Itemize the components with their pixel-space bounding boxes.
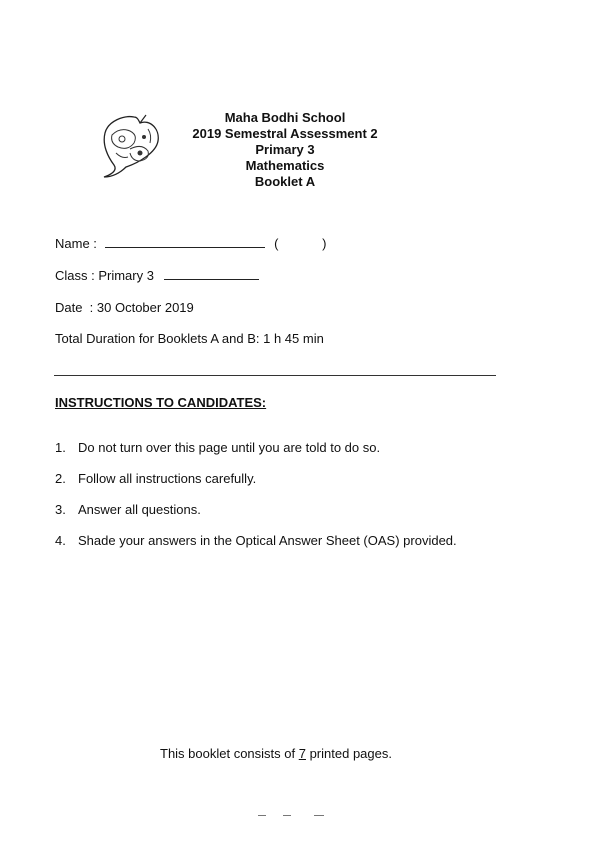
- scan-mark: [258, 815, 266, 816]
- page-count-note: [0, 746, 552, 761]
- instruction-text: Answer all questions.: [78, 502, 201, 517]
- duration-field: Total Duration for Booklets A and B: 1 h 45 min: [55, 331, 324, 346]
- instruction-text: Follow all instructions carefully.: [78, 471, 257, 486]
- name-field: [55, 236, 326, 251]
- school-name: Maha Bodhi School: [224, 110, 346, 125]
- instruction-item: [55, 502, 457, 533]
- instruction-item: [55, 471, 457, 502]
- footer-prefix: This booklet consists of: [160, 746, 299, 761]
- instruction-text: Shade your answers in the Optical Answer Sheet (OAS) provided.: [78, 533, 457, 548]
- instruction-item: [55, 440, 457, 471]
- exam-title: 2019 Semestral Assessment 2: [192, 126, 378, 141]
- instruction-number: 2.: [55, 471, 66, 486]
- document-header: [170, 110, 400, 190]
- index-paren-open: (: [274, 236, 279, 251]
- footer-suffix: printed pages.: [305, 746, 392, 761]
- instruction-number: 1.: [55, 440, 66, 455]
- index-paren-close: ): [322, 236, 327, 251]
- scan-mark: [283, 815, 291, 816]
- class-label: Class : Primary 3: [55, 268, 154, 283]
- level: Primary 3: [255, 142, 315, 157]
- class-blank[interactable]: [164, 268, 259, 280]
- leaf-logo-icon: [100, 113, 162, 181]
- scan-mark: [314, 815, 324, 816]
- instructions-title: INSTRUCTIONS TO CANDIDATES:: [55, 395, 267, 410]
- instructions-list: [55, 440, 457, 564]
- name-label: Name :: [55, 236, 97, 251]
- divider: [54, 375, 496, 376]
- subject: Mathematics: [245, 158, 325, 173]
- instruction-number: 4.: [55, 533, 66, 548]
- instruction-text: Do not turn over this page until you are told to do so.: [78, 440, 381, 455]
- date-field: Date : 30 October 2019: [55, 300, 194, 315]
- name-blank[interactable]: [105, 236, 265, 248]
- instruction-number: 3.: [55, 502, 66, 517]
- instruction-item: [55, 533, 457, 564]
- page-count: 7: [298, 746, 306, 761]
- booklet-title: Booklet A: [254, 174, 316, 189]
- class-field: [55, 268, 259, 283]
